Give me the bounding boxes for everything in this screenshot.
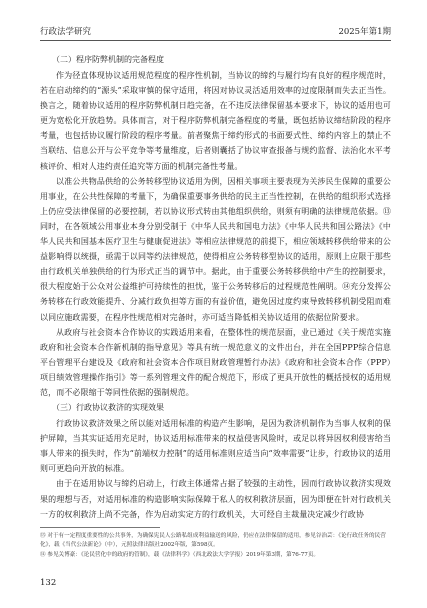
body-paragraph: 由于在适用协议与缔约启动上，行政主体通常占据了较强的主动性，因而行政协议救济实现效果的理想与否，对适用标准的构造影响实际保障于私人的权利救济层面，因为即便在针对行政机关一方的权利救济上尚不完备，作为启动实定方的行政机关，大可经自主裁量决定减少行政协 — [40, 479, 391, 519]
body-paragraph: 行政协议救济效果之所以能对适用标准的构造产生影响，是因为救济机制作为当事人权利的保护屏障，当其实证适用充足时，协议适用标准带来的权益侵害风险时，或足以将异因权利侵害给当事人带来的损失时，作为“前端权力控制”的适用标准则应适当向“效率需要”让步，行政协议的适用则可更趋向开放的标准。 — [40, 419, 391, 474]
journal-title: 行政法学研究 — [40, 27, 92, 37]
page-number: 132 — [40, 578, 57, 588]
body-paragraph: 作为径直体现协议适用规范程度的程序性机制，当协议的缔约与履行均有良好的程序规范时，若在启动缔约的“源头”采取审慎的保守适用，将因对协议灵活适用效率的过度限制而失去正当性。换言之，随着协议适用的程序防弊机制日趋完备，在不违反法律保留基本要求下，协议的适用也可更为宽松化开放趋势。具体而言，对于程序防弊机制完备程度的考量，既包括协议缔结阶段的程序考量，也包括协议履行阶段的程序考量。前者聚焦于缔约形式的书面要式性、缔约内容上的禁止不当联结、信息公开与公平竞争等考量维度，后者则囊括了协议审查报备与规约监督、法治化水平考核评价、相对人违约责任追究等方面的机制完备性考量。 — [40, 71, 391, 171]
body-paragraph: 从政府与社会资本合作协议的实践适用来看，在整体性的规范层面，业已通过《关于规范实施政府和社会资本合作新机制的指导意见》等具有统一规范意义的文件出台，并在全国PPP综合信息平台管理平台建设及《政府和社会资本合作项目财政管理暂行办法》《政府和社会资本合作（PPP）项目绩效管理操作指引》等一系列管理文件的配合规范下，形成了更具开放性的概括授权的适用规范，而不必限缩于等同性依据的强制规范。 — [40, 327, 391, 397]
running-header — [40, 22, 391, 41]
footnotes — [40, 532, 391, 561]
issue-label: 2025年第1期 — [338, 27, 391, 37]
section-heading: （三）行政协议救济的实现效果 — [52, 403, 164, 413]
footnote: ⑬ 对于有一定程度重要性的公共事务，为确保宪民人公路私组成利益输送的风险，仍应在法律保留的适用，参见谷治芸：《论行政任务的民营化》，载《当代公法新论》（中），元照法律出版社2002年版，第598页。 — [40, 533, 386, 548]
article-body — [40, 52, 391, 522]
section-heading: （二）程序防弊机制的完备程度 — [52, 55, 164, 64]
footnote: ⑭ 参见关博豪：《论民营化中的政府的管制》，载《法律科学》（西北政法大学学报）2019年第3期，第76-77页。 — [40, 552, 320, 558]
body-paragraph: 以准公共物品供给的公务转移型协议适用为例，因相关事项主要表现为关涉民生保障的重要公用事业，在公共性保障的考量下，为确保重要事务供给的民主正当性控制，在供给的组织形式选择上仍应受法律保留的必要控制，若以协议形式转由其他组织供给，则须有明确的法律规范依据。⑬同时，在各领域公用事业本身分别受制于《中华人民共和国电力法》《中华人民共和国公路法》《中华人民共和国基本医疗卫生与健康促进法》等相应法律规范的前提下，相应领域转移供给带来的公益影响得以统摄，亟需于以同等约法律规范，使得相应公务转移型协议的适用，原则上应限于那些由行政机关单独供给的行为形式正当的调节中。据此，由于重要公务转移供给中产生的控制要求，很大程度始于公众对公益维护可持续性的担忧，鉴于公务转移后的过程规范性阐明。⑭充分发挥公务转移在行政效能提升、分减行政负担等方面的有益价值，避免因过度约束导致转移机制受阻而难以同应施政需要，在程序性规范相对完备时，亦可适当降低相关协议适用的依据位阶要求。 — [40, 176, 391, 322]
